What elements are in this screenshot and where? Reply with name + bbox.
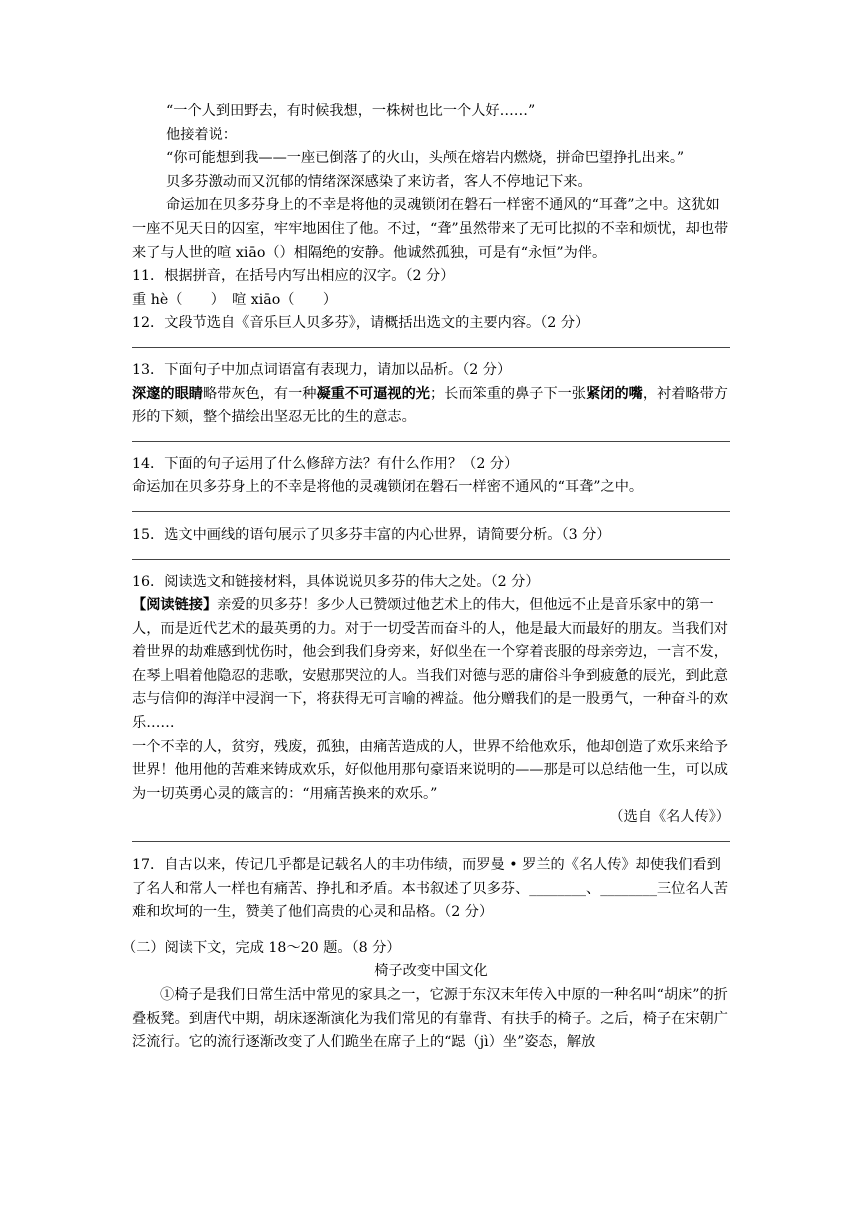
sentence-text: 略带灰色，有一种 — [202, 385, 317, 402]
answer-line — [132, 500, 730, 512]
question-11-answer-line: 重 hè（ ） 喧 xiāo（ ） — [132, 291, 338, 308]
marked-phrase: 深邃的眼睛 — [132, 385, 203, 402]
article-paragraph-1: ①椅子是我们日常生活中常见的家具之一，它源于东汉末年传入中原的一种名叫“胡床”的折叠板凳。到唐代中期，胡床逐渐演化为我们常见的有靠背、有扶手的椅子。之后，椅子在宋朝广泛流行。它的流行逐渐改变了人们跪坐在席子上的“跽（jì）坐”姿态，解放 — [132, 987, 728, 1051]
passage-quote-1: “一个人到田野去，有时候我想，一株树也比一个人好……” — [166, 103, 536, 119]
passage-paragraph-5: 命运加在贝多芬身上的不幸是将他的灵魂锁闭在磐石一样密不通风的“耳聋”之中。这犹如一座不见天日的囚室，牢牢地困住了他。不过，“聋”虽然带来了无可比拟的不幸和烦忧，却也带来了与人世的喧 xiāo（）相隔绝的安静。他诚然孤独，可是有“永恒”为伴。 — [132, 197, 729, 261]
sentence-text: ；长而笨重的鼻子下一张 — [429, 385, 587, 402]
answer-line — [132, 336, 730, 348]
question-13-title: 13．下面句子中加点词语富有表现力，请加以品析。（2 分） — [132, 361, 512, 378]
question-17: 17．自古以来，传记几乎都是记载名人的丰功伟绩，而罗曼 • 罗兰的《名人传》却使我们看到了名人和常人一样也有痛苦、挣扎和矛盾。本书叙述了贝多芬、________、________三位名人苦难和坎坷的一生，赞美了他们高贵的心灵和品格。（2 分） — [132, 857, 728, 921]
reading-link-paragraph-1 — [132, 594, 730, 736]
passage-line-2: 他接着说： — [166, 126, 237, 143]
reading-link-source: （选自《名人传》） — [609, 809, 730, 826]
marked-phrase: 紧闭的嘴 — [586, 385, 643, 402]
marked-phrase: 凝重不可逼视的光 — [316, 385, 430, 402]
passage-line-4: 贝多芬激动而又沉郁的情绪深深感染了来访者，客人不停地记下来。 — [166, 173, 592, 190]
question-15-title: 15．选文中画线的语句展示了贝多芬丰富的内心世界，请简要分析。（3 分） — [132, 526, 611, 543]
answer-line — [132, 830, 730, 842]
question-14-sentence: 命运加在贝多芬身上的不幸是将他的灵魂锁闭在磐石一样密不通风的“耳聋”之中。 — [132, 479, 644, 496]
question-13-sentence — [132, 383, 730, 430]
reading-link-paragraph-2: 一个不幸的人，贫穷，残废，孤独，由痛苦造成的人，世界不给他欢乐，他却创造了欢乐来给予世界！他用他的苦难来铸成欢乐，好似他用那句豪语来说明的——那是可以总结他一生，可以成为一切英勇心灵的箴言的：“用痛苦换来的欢乐。” — [132, 738, 728, 802]
reading-link-label: 【阅读链接】 — [132, 597, 218, 614]
document-page — [122, 100, 730, 1055]
reading-link-text: 亲爱的贝多芬！多少人已赞颂过他艺术上的伟大，但他远不止是音乐家中的第一人，而是近代艺术的最英勇的力。对于一切受苦而奋斗的人，他是最大而最好的朋友。当我们对着世界的劫难感到忧伤时，他会到我们身旁来，好似坐在一个穿着丧服的母亲旁边，一言不发，在琴上唱着他隐忍的悲歌，安慰那哭泣的人。当我们对德与恶的庸俗斗争到疲惫的辰光，到此意志与信仰的海洋中浸润一下，将获得无可言喻的裨益。他分赠我们的是一股勇气，一种奋斗的欢乐…… — [132, 597, 728, 732]
question-16-title: 16．阅读选文和链接材料，具体说说贝多芬的伟大之处。（2 分） — [132, 573, 540, 590]
article-title: 椅子改变中国文化 — [374, 963, 488, 980]
question-14-title: 14．下面的句子运用了什么修辞方法？有什么作用？（2 分） — [132, 455, 519, 472]
sentence-text: ，衬着略带方形的下颏，整个描绘出坚忍无比的生的意志。 — [132, 385, 728, 426]
section-2-header: （二）阅读下文，完成 18～20 题。（8 分） — [122, 939, 401, 956]
question-11-title: 11．根据拼音，在括号内写出相应的汉字。（2 分） — [132, 268, 455, 285]
answer-line — [132, 548, 730, 560]
question-12-title: 12．文段节选自《音乐巨人贝多芬》，请概括出选文的主要内容。（2 分） — [132, 315, 590, 332]
answer-line — [132, 430, 730, 442]
passage-quote-3: “你可能想到我——一座已倒落了的火山，头颅在熔岩内燃烧，拼命巴望挣扎出来。” — [166, 150, 685, 167]
